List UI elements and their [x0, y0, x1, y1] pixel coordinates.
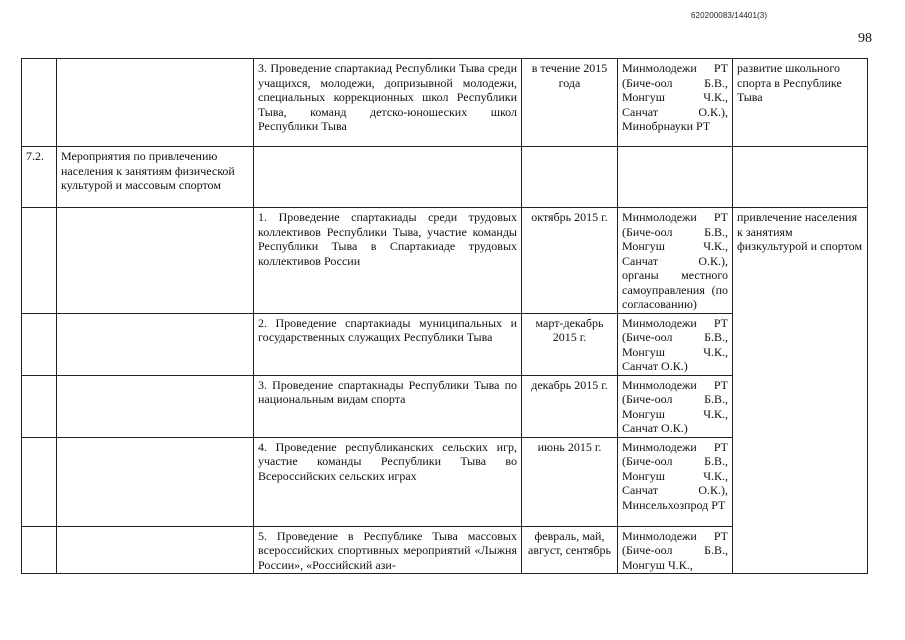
- cell-activity: 4. Проведение республиканских сельских игр, участие команды Республики Тыва во Всероссийских сельских играх: [254, 437, 522, 526]
- cell-period: в течение 2015 года: [522, 59, 618, 147]
- cell-period: март-декабрь 2015 г.: [522, 313, 618, 375]
- cell-section: [57, 59, 254, 147]
- cell-section: [57, 526, 254, 574]
- cell-number: [22, 59, 57, 147]
- cell-number: [22, 208, 57, 314]
- cell-period: декабрь 2015 г.: [522, 375, 618, 437]
- cell-section: [57, 437, 254, 526]
- cell-number: [22, 437, 57, 526]
- cell-result: привлечение населения к занятиям физкультурой и спортом: [733, 208, 868, 574]
- cell-section: [57, 375, 254, 437]
- cell-number: 7.2.: [22, 147, 57, 208]
- cell-activity: 1. Проведение спартакиады среди трудовых коллективов Республики Тыва, участие команды Республики Тыва в Спартакиаде трудовых коллективов России: [254, 208, 522, 314]
- cell-activity: 3. Проведение спартакиады Республики Тыва по национальным видам спорта: [254, 375, 522, 437]
- cell-section: [57, 208, 254, 314]
- document-code: 620200083/14401(3): [691, 11, 768, 20]
- cell-period: [522, 147, 618, 208]
- cell-number: [22, 526, 57, 574]
- cell-section: Мероприятия по привлечению населения к занятиям физической культурой и массовым спортом: [57, 147, 254, 208]
- cell-responsible: Минмолодежи РТ (Биче-оол Б.В., Монгуш Ч.К.,: [618, 526, 733, 574]
- cell-period: июнь 2015 г.: [522, 437, 618, 526]
- cell-result: развитие школьного спорта в Республике Тыва: [733, 59, 868, 147]
- page-number: 98: [858, 31, 872, 46]
- table-row: [22, 59, 868, 147]
- cell-activity: 3. Проведение спартакиад Республики Тыва среди учащихся, молодежи, допризывной молодежи, специальных коррекционных школ Республики Тыва, команд детско-юношеских школ Республики Тыва: [254, 59, 522, 147]
- cell-responsible: Минмолодежи РТ (Биче-оол Б.В., Монгуш Ч.К., Санчат О.К.): [618, 375, 733, 437]
- cell-responsible: Минмолодежи РТ (Биче-оол Б.В., Монгуш Ч.К., Санчат О.К.), органы местного самоуправления (по согласованию): [618, 208, 733, 314]
- table-row: [22, 208, 868, 314]
- cell-responsible: [618, 147, 733, 208]
- cell-period: октябрь 2015 г.: [522, 208, 618, 314]
- cell-number: [22, 375, 57, 437]
- cell-responsible: Минмолодежи РТ (Биче-оол Б.В., Монгуш Ч.К., Санчат О.К.), Минсельхозпрод РТ: [618, 437, 733, 526]
- cell-activity: 2. Проведение спартакиады муниципальных и государственных служащих Республики Тыва: [254, 313, 522, 375]
- cell-number: [22, 313, 57, 375]
- cell-section: [57, 313, 254, 375]
- plan-table: [21, 58, 868, 574]
- cell-period: февраль, май, август, сентябрь: [522, 526, 618, 574]
- cell-result: [733, 147, 868, 208]
- cell-activity: 5. Проведение в Республике Тыва массовых всероссийских спортивных мероприятий «Лыжня России», «Российский ази-: [254, 526, 522, 574]
- cell-responsible: Минмолодежи РТ (Биче-оол Б.В., Монгуш Ч.К., Санчат О.К.), Минобрнауки РТ: [618, 59, 733, 147]
- cell-responsible: Минмолодежи РТ (Биче-оол Б.В., Монгуш Ч.К., Санчат О.К.): [618, 313, 733, 375]
- table-row: [22, 147, 868, 208]
- cell-activity: [254, 147, 522, 208]
